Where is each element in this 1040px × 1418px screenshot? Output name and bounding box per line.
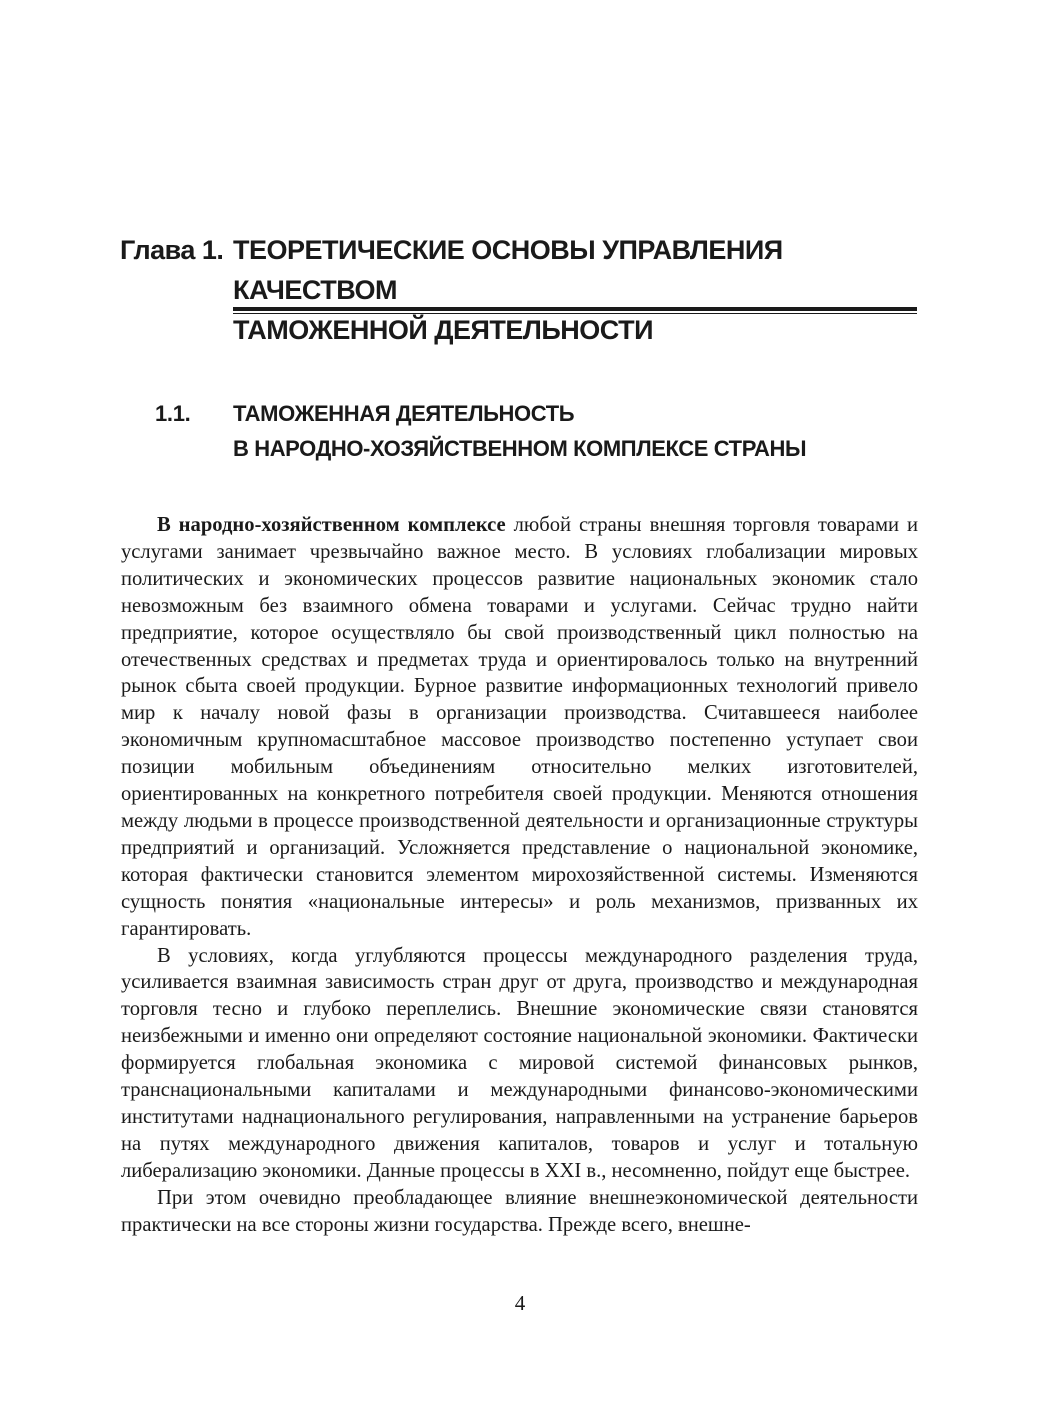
- paragraph-3-text: При этом очевидно преобладающее влияние внешнеэкономической деятельности практически на все стороны жизни государства. Прежде всего, внешне-: [121, 1186, 918, 1236]
- chapter-title: [233, 230, 923, 350]
- section-title-line-2: В НАРОДНО-ХОЗЯЙСТВЕННОМ КОМПЛЕКСЕ СТРАНЫ: [233, 436, 807, 461]
- chapter-title-line-2: ТАМОЖЕННОЙ ДЕЯТЕЛЬНОСТИ: [233, 315, 653, 345]
- chapter-double-rule: [233, 307, 917, 314]
- paragraph-1-lead: В народно-хозяйственном комплексе: [157, 514, 506, 536]
- section-number: 1.1.: [155, 401, 191, 426]
- chapter-label: Глава 1.: [120, 235, 224, 265]
- paragraph-1: [121, 512, 918, 943]
- chapter-rule-thick: [233, 307, 917, 311]
- paragraph-1-text: любой страны внешняя торговля товарами и услугами занимает чрезвычайно важное место. В условиях глобализации мировых политических и экономических процессов развитие национальных экономик стало невозможным без взаимного обмена товарами и услугами. Сейчас трудно найти предприятие, которое осуществляло бы свой производственный цикл полностью на отечественных средствах и предметах труда и ориентировалось только на внутренний рынок сбыта своей продукции. Бурное развитие информационных технологий привело мир к началу новой фазы в организации производства. Считавшееся наиболее экономичным крупномасштабное массовое производство постепенно уступает свои позиции мобильным объединениям относительно мелких изготовителей, ориентированных на конкретного потребителя своей продукции. Меняются отношения между людьми в процессе производственной деятельности и организационные структуры предприятий и организаций. Усложняется представление о национальной экономике, которая фактически становится элементом мирохозяйственной системы. Изменяются сущность понятия «национальные интересы» и роль механизмов, призванных их гарантировать.: [121, 514, 918, 940]
- section-title: [233, 396, 873, 466]
- paragraph-3: [121, 1185, 918, 1239]
- paragraph-2: [121, 943, 918, 1185]
- body-text: [121, 512, 918, 1238]
- chapter-rule-thin: [233, 313, 917, 314]
- chapter-title-line-1: ТЕОРЕТИЧЕСКИЕ ОСНОВЫ УПРАВЛЕНИЯ КАЧЕСТВОМ: [233, 235, 783, 305]
- page-number: 4: [514, 1291, 526, 1315]
- paragraph-2-text: В условиях, когда углубляются процессы международного разделения труда, усиливается взаимная зависимость стран друг от друга, производство и международная торговля тесно и глубоко переплелись. Внешние экономические связи становятся неизбежными и именно они определяют состояние национальной экономики. Фактически формируется глобальная экономика с мировой системой финансовых рынков, транснациональными капиталами и международными финансово-экономическими институтами наднационального регулирования, направленными на устранение барьеров на путях международного движения капиталов, товаров и услуг и тотальную либерализацию экономики. Данные процессы в XXI в., несомненно, пойдут еще быстрее.: [121, 944, 918, 1182]
- section-title-line-1: ТАМОЖЕННАЯ ДЕЯТЕЛЬНОСТЬ: [233, 401, 575, 426]
